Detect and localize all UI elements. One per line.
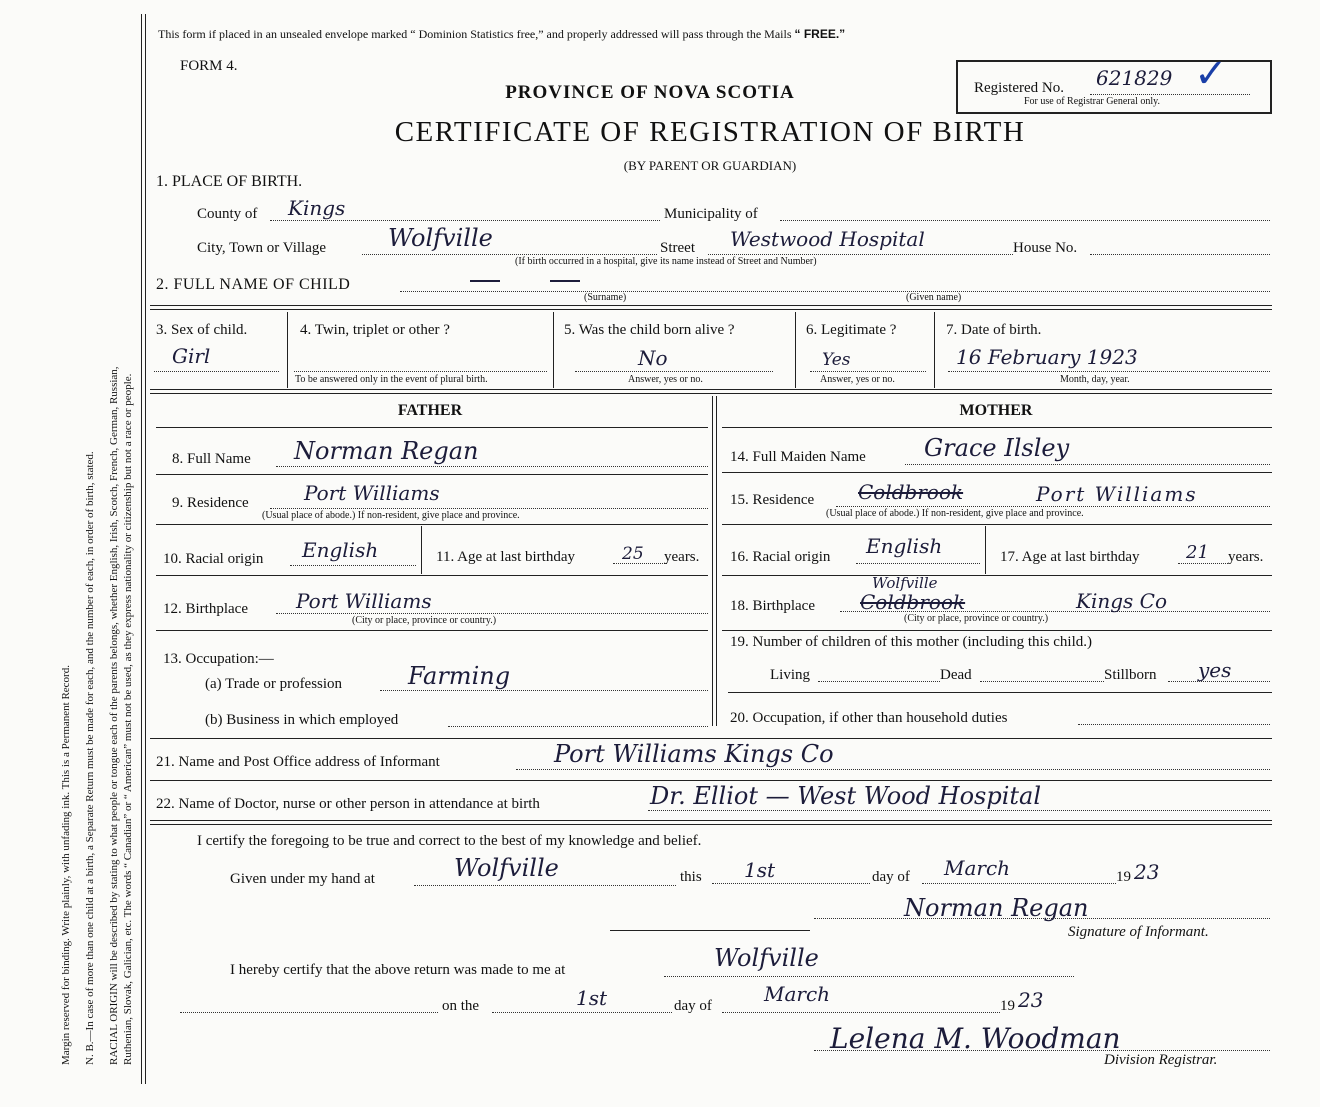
city-value: Wolfville: [388, 224, 493, 252]
mother-age-line: [1178, 563, 1228, 564]
page-subtitle: (BY PARENT OR GUARDIAN): [623, 158, 797, 173]
mother-birthplace-note: (City or place, province or country.): [904, 613, 1049, 624]
mother-occupation-line: [1078, 724, 1270, 725]
registered-box: [956, 51, 1272, 114]
mother-stillborn-value: yes: [1198, 658, 1232, 682]
given-dash: [550, 280, 580, 282]
alive-note: Answer, yes or no.: [628, 374, 703, 385]
column-divider: [712, 396, 713, 726]
month-value: March: [944, 856, 1011, 880]
registrar-statement: I hereby certify that the above return was made to me at: [230, 962, 566, 978]
father-rule-2: [156, 524, 708, 525]
mother-rule-1: [722, 472, 1272, 473]
legit-line: [810, 371, 926, 372]
top-note: [158, 27, 845, 42]
margin-border: [141, 14, 142, 1084]
mother-rule-4: [722, 630, 1272, 631]
city-label: City, Town or Village: [197, 240, 327, 256]
given-label: Given under my hand at: [230, 871, 375, 887]
sex-label: 3. Sex of child.: [156, 322, 248, 338]
father-birthplace-value: Port Williams: [296, 589, 432, 613]
row3-div-3: [795, 312, 796, 388]
father-racial-line: [290, 565, 416, 566]
county-value: Kings: [288, 196, 346, 220]
mother-rule-2: [722, 524, 1272, 525]
house-line: [1090, 254, 1270, 255]
margin-line-4: Ruthenian, Slovak, Galician, etc. The words “ Canadian” or “ American” must not be used, as they express nationality or citizenship but not a race or people.: [122, 373, 134, 1065]
row3-div-4: [934, 312, 935, 388]
mother-residence-struck: Coldbrook: [858, 480, 964, 504]
mother-racial-value: English: [866, 534, 943, 558]
legit-label: 6. Legitimate ?: [806, 322, 897, 338]
section-divider-2: [150, 389, 1272, 394]
sex-value: Girl: [172, 344, 211, 368]
mother-age-label: 17. Age at last birthday: [1000, 549, 1140, 565]
father-residence-line: [270, 508, 708, 509]
mother-birthplace-label: 18. Birthplace: [730, 598, 815, 614]
father-trade-value: Farming: [408, 662, 511, 690]
mother-rule-5: [728, 692, 1272, 693]
mother-racial-label: 16. Racial origin: [730, 549, 831, 565]
dob-note: Month, day, year.: [1060, 374, 1130, 385]
county-line: [270, 220, 660, 221]
father-name-value: Norman Regan: [294, 437, 479, 465]
page-title: CERTIFICATE OF REGISTRATION OF BIRTH: [394, 116, 1026, 148]
mother-name-line: [905, 464, 1270, 465]
legit-value: Yes: [822, 350, 851, 370]
doctor-label: 22. Name of Doctor, nurse or other person in attendance at birth: [156, 796, 540, 812]
father-rule-1: [156, 474, 708, 475]
father-residence-note: (Usual place of abode.) If non-resident, give place and province.: [262, 510, 520, 521]
mother-stillborn-label: Stillborn: [1104, 667, 1157, 683]
informant-rule: [150, 780, 1272, 781]
mother-residence-note: (Usual place of abode.) If non-resident, give place and province.: [826, 508, 1084, 519]
sex-line: [154, 371, 279, 372]
mother-heading-rule: [722, 427, 1272, 428]
street-line: [708, 254, 1013, 255]
mother-rule-3: [722, 575, 1272, 576]
father-rule-4: [156, 630, 708, 631]
surname-note: (Surname): [584, 292, 627, 303]
father-heading: FATHER: [397, 402, 463, 419]
father-rule-3: [156, 575, 708, 576]
county-label: County of: [197, 206, 258, 222]
mother-residence-line: [836, 506, 1270, 507]
margin-line-2: N. B.—In case of more than one child at a birth, a Separate Return must be made for each, and the number of each, in order of birth, stated.: [84, 451, 96, 1065]
day-of-label-2: day of: [674, 998, 712, 1014]
province: PROVINCE OF NOVA SCOTIA: [505, 82, 795, 103]
given-place-line: [414, 885, 676, 886]
father-heading-rule: [156, 427, 708, 428]
child-name-line: [400, 291, 1270, 292]
dob-label: 7. Date of birth.: [946, 322, 1042, 338]
father-trade-label: (a) Trade or profession: [205, 676, 343, 692]
mother-occupation-label: 20. Occupation, if other than household duties: [730, 710, 1008, 726]
mother-residence-label: 15. Residence: [730, 492, 815, 508]
mother-age-divider: [985, 526, 986, 574]
father-racial-label: 10. Racial origin: [163, 551, 264, 567]
mother-living-label: Living: [770, 667, 810, 683]
registrar-place: Wolfville: [714, 944, 819, 972]
short-rule: [610, 930, 810, 931]
year2-prefix: 19: [1000, 998, 1015, 1014]
year-prefix: 19: [1116, 869, 1131, 885]
alive-label: 5. Was the child born alive ?: [564, 322, 735, 338]
informant-signature: Norman Regan: [904, 894, 1089, 922]
doctor-value: Dr. Elliot — West Wood Hospital: [650, 782, 1042, 810]
father-birthplace-label: 12. Birthplace: [163, 601, 248, 617]
day-of-label: day of: [872, 869, 910, 885]
surname-dash: [470, 280, 500, 282]
father-residence-value: Port Williams: [304, 481, 440, 505]
registrar-caption: Division Registrar.: [1104, 1052, 1218, 1068]
informant-caption: Signature of Informant.: [1068, 924, 1209, 940]
registered-check-icon: ✓: [1194, 51, 1228, 96]
mother-name-value: Grace Ilsley: [924, 434, 1070, 462]
informant-value: Port Williams Kings Co: [554, 740, 834, 768]
legit-note: Answer, yes or no.: [820, 374, 895, 385]
mother-heading: MOTHER: [959, 402, 1033, 419]
certify-statement: I certify the foregoing to be true and correct to the best of my knowledge and belief.: [197, 833, 702, 849]
father-business-line: [448, 726, 708, 727]
informant-label: 21. Name and Post Office address of Informant: [156, 754, 440, 770]
on-the-value: 1st: [576, 986, 608, 1010]
mother-dead-label: Dead: [940, 667, 972, 683]
alive-value: No: [638, 346, 668, 370]
top-note-text: This form if placed in an unsealed envelope marked “ Dominion Statistics free,” and properly addressed will pass through the Mails: [158, 27, 792, 41]
father-age-value: 25: [622, 544, 644, 564]
father-birthplace-line: [276, 613, 708, 614]
on-the-label: on the: [442, 998, 480, 1014]
section-divider-1: [150, 305, 1272, 310]
father-occupation-label: 13. Occupation:—: [163, 651, 274, 667]
registrar-place-line: [664, 976, 1074, 977]
father-name-label: 8. Full Name: [172, 451, 251, 467]
margin-border-inner: [145, 14, 146, 1084]
place-of-birth-heading: 1. PLACE OF BIRTH.: [156, 173, 303, 190]
mother-name-label: 14. Full Maiden Name: [730, 449, 866, 465]
mother-residence-value: Port Williams: [1036, 482, 1198, 506]
mother-living-line: [818, 681, 940, 682]
on-the-line: [492, 1012, 672, 1013]
twin-note: To be answered only in the event of plural birth.: [295, 374, 488, 385]
this-value: 1st: [744, 858, 776, 882]
given-note: (Given name): [906, 292, 962, 303]
mother-years: years.: [1228, 549, 1264, 565]
father-age-label: 11. Age at last birthday: [436, 549, 575, 565]
mother-children-label: 19. Number of children of this mother (including this child.): [730, 634, 1093, 650]
doctor-line: [648, 810, 1270, 811]
mother-age-value: 21: [1186, 542, 1209, 563]
mother-racial-line: [856, 563, 980, 564]
father-trade-line: [380, 690, 708, 691]
year-value: 23: [1134, 860, 1160, 884]
this-label: this: [680, 869, 702, 885]
city-line: [362, 254, 657, 255]
father-name-line: [276, 466, 708, 467]
month-line: [922, 883, 1116, 884]
house-label: House No.: [1013, 240, 1078, 256]
twin-label: 4. Twin, triplet or other ?: [300, 322, 450, 338]
margin-line-3: RACIAL ORIGIN will be described by stating to what people or tongue each of the parents belongs, whether English, Irish, Scotch, French, German, Russian,: [108, 366, 120, 1065]
father-business-label: (b) Business in which employed: [205, 712, 399, 728]
mother-birthplace-value: Kings Co: [1076, 589, 1167, 613]
section-divider-3: [150, 738, 1272, 739]
hospital-note: (If birth occurred in a hospital, give its name instead of Street and Number): [515, 256, 817, 267]
father-residence-label: 9. Residence: [172, 495, 249, 511]
street-label: Street: [660, 240, 695, 256]
registrar-signature: Lelena M. Woodman: [830, 1022, 1121, 1055]
father-years: years.: [664, 549, 700, 565]
alive-line: [575, 371, 773, 372]
dob-value: 16 February 1923: [956, 345, 1138, 369]
on-the-pre-line: [180, 1012, 438, 1013]
margin-line-1: Margin reserved for binding. Write plainly, with unfading ink. This is a Permanent Record.: [60, 665, 72, 1065]
twin-line: [294, 371, 547, 372]
father-racial-value: English: [302, 538, 379, 562]
street-value: Westwood Hospital: [730, 227, 925, 251]
registered-note: For use of Registrar General only.: [1024, 96, 1160, 107]
month2-value: March: [764, 982, 831, 1006]
mother-birthplace-struck: Coldbrook: [860, 590, 966, 614]
mother-dead-line: [980, 681, 1104, 682]
this-line: [712, 883, 870, 884]
dob-line: [948, 371, 1270, 372]
municipality-label: Municipality of: [664, 206, 758, 222]
father-birthplace-note: (City or place, province or country.): [352, 615, 497, 626]
form-number: FORM 4.: [180, 58, 238, 74]
mother-birthplace-above: Wolfville: [872, 574, 938, 592]
top-note-free: “ FREE.”: [794, 27, 846, 41]
father-age-divider: [421, 526, 422, 574]
month2-line: [722, 1012, 1000, 1013]
informant-line: [516, 769, 1270, 770]
column-divider-2: [716, 396, 717, 726]
section-divider-4: [150, 820, 1272, 825]
registered-label: Registered No.: [974, 80, 1064, 96]
child-name-label: 2. FULL NAME OF CHILD: [156, 276, 351, 293]
municipality-line: [780, 220, 1270, 221]
row3-div-2: [553, 312, 554, 388]
row3-div-1: [287, 312, 288, 388]
year2-value: 23: [1018, 988, 1044, 1012]
registered-value: 621829: [1096, 66, 1173, 90]
given-place: Wolfville: [454, 854, 559, 882]
